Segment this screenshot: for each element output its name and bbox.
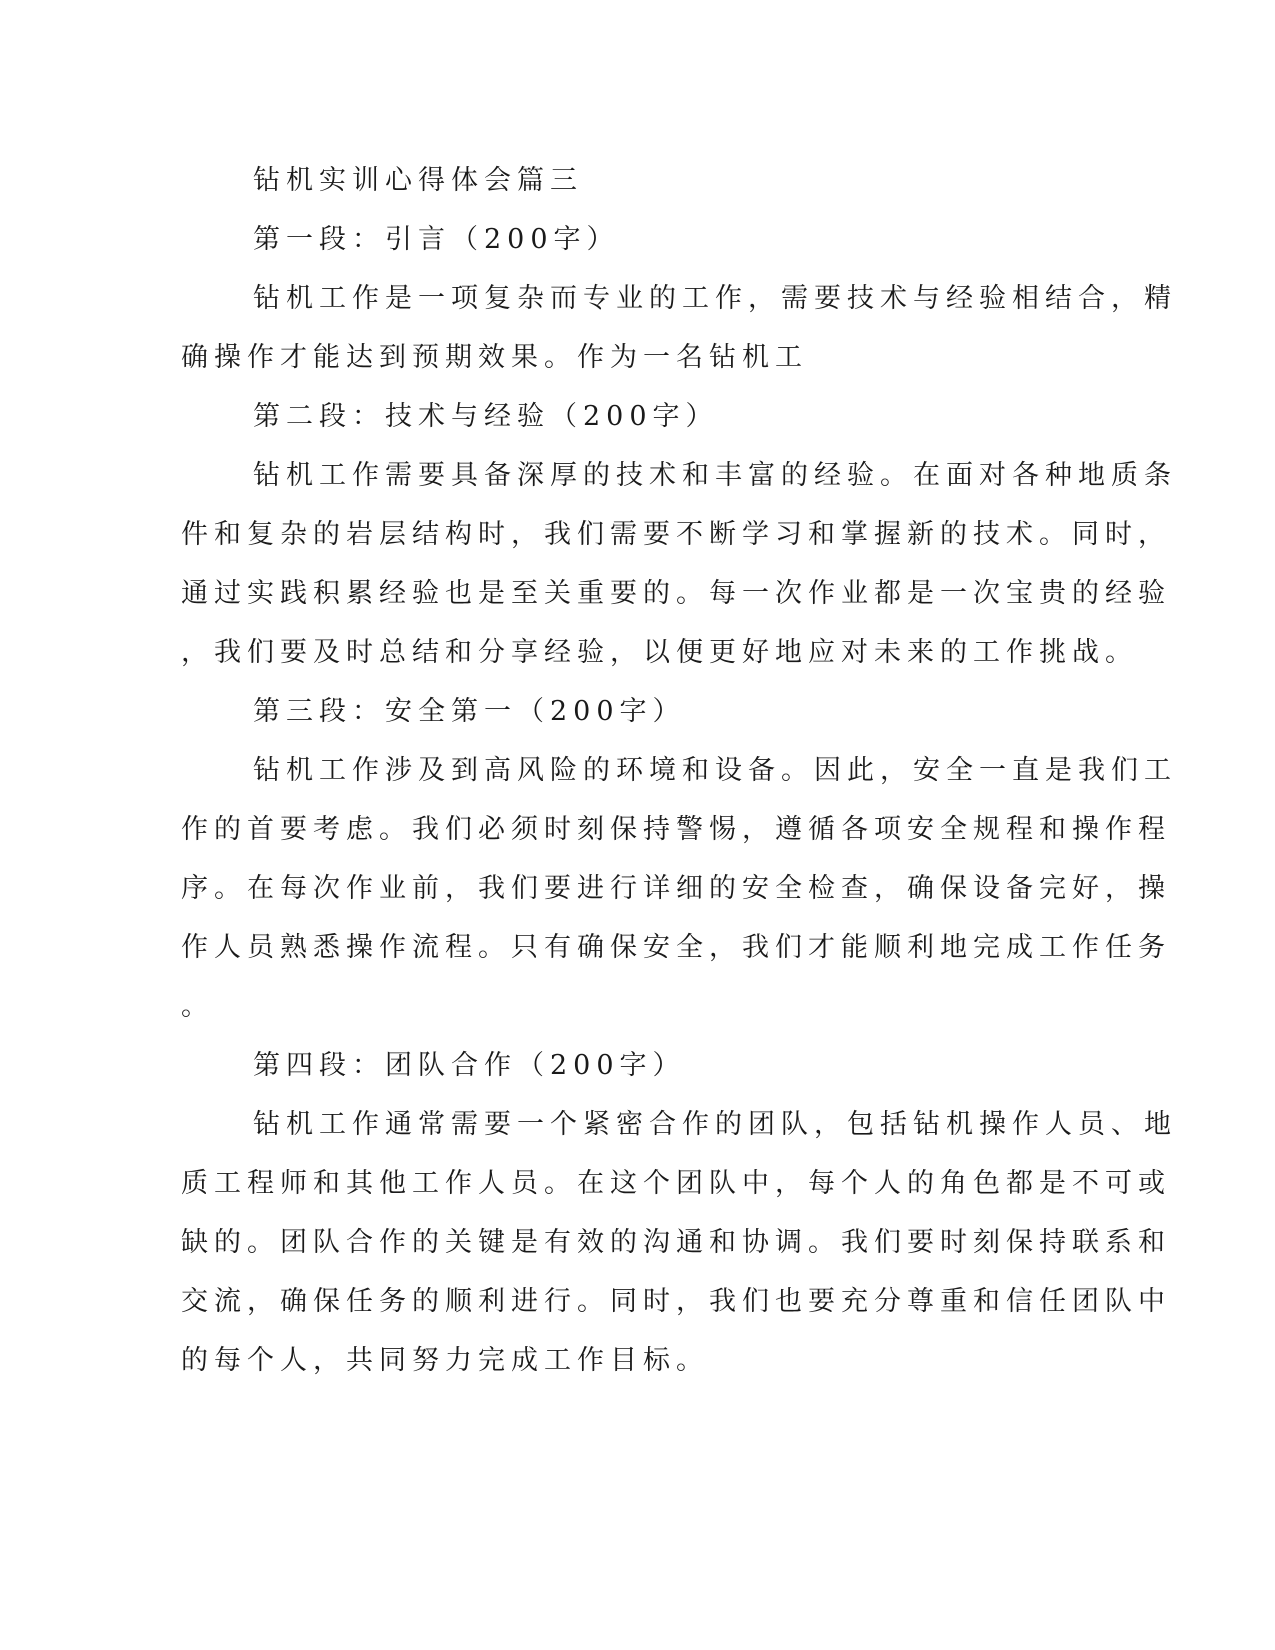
paragraph-line: 。 <box>181 991 214 1022</box>
paragraph-line: 质工程师和其他工作人员。在这个团队中，每个人的角色都是不可或 <box>181 1168 1171 1199</box>
section-heading: 第四段：团队合作（200字） <box>253 1050 686 1081</box>
paragraph-line: 钻机工作是一项复杂而专业的工作，需要技术与经验相结合，精 <box>253 283 1177 314</box>
paragraph-line: 钻机工作通常需要一个紧密合作的团队，包括钻机操作人员、地 <box>253 1109 1177 1140</box>
paragraph-line: 件和复杂的岩层结构时，我们需要不断学习和掌握新的技术。同时， <box>181 519 1171 550</box>
paragraph-line: 序。在每次作业前，我们要进行详细的安全检查，确保设备完好，操 <box>181 873 1171 904</box>
paragraph-line: 作的首要考虑。我们必须时刻保持警惕，遵循各项安全规程和操作程 <box>181 814 1171 845</box>
paragraph-line: ，我们要及时总结和分享经验，以便更好地应对未来的工作挑战。 <box>181 637 1138 668</box>
document-title: 钻机实训心得体会篇三 <box>253 165 583 196</box>
paragraph-line: 缺的。团队合作的关键是有效的沟通和协调。我们要时刻保持联系和 <box>181 1227 1171 1258</box>
paragraph-line: 确操作才能达到预期效果。作为一名钻机工 <box>181 342 808 373</box>
section-heading: 第三段：安全第一（200字） <box>253 696 686 727</box>
paragraph-line: 作人员熟悉操作流程。只有确保安全，我们才能顺利地完成工作任务 <box>181 932 1171 963</box>
paragraph-line: 的每个人，共同努力完成工作目标。 <box>181 1345 709 1376</box>
paragraph-line: 交流，确保任务的顺利进行。同时，我们也要充分尊重和信任团队中 <box>181 1286 1171 1317</box>
section-heading: 第二段：技术与经验（200字） <box>253 401 719 432</box>
paragraph-line: 钻机工作涉及到高风险的环境和设备。因此，安全一直是我们工 <box>253 755 1177 786</box>
section-heading: 第一段：引言（200字） <box>253 224 620 255</box>
paragraph-line: 通过实践积累经验也是至关重要的。每一次作业都是一次宝贵的经验 <box>181 578 1171 609</box>
paragraph-line: 钻机工作需要具备深厚的技术和丰富的经验。在面对各种地质条 <box>253 460 1177 491</box>
